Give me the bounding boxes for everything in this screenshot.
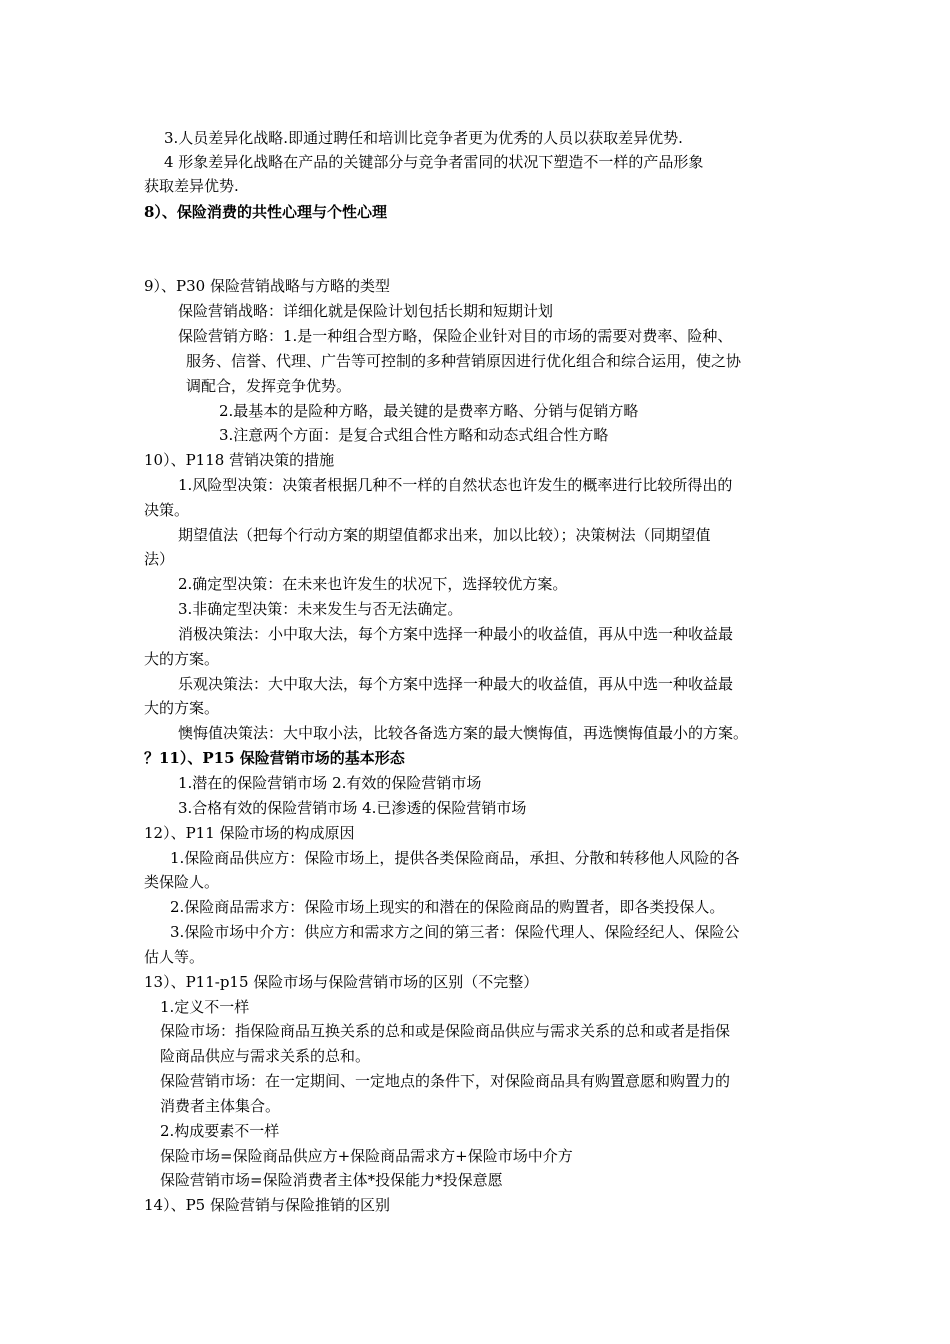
text-line: 调配合，发挥竞争优势。 <box>186 377 352 395</box>
text-line: 消费者主体集合。 <box>160 1097 281 1115</box>
text-line: 期望值法（把每个行动方案的期望值都求出来，加以比较）；决策树法（同期望值 <box>178 526 711 544</box>
text-line: 保险市场：指保险商品互换关系的总和或是保险商品供应与需求关系的总和或者是指保 <box>160 1022 731 1040</box>
text-line: 保险营销市场：在一定期间、一定地点的条件下，对保险商品具有购置意愿和购置力的 <box>160 1072 731 1090</box>
text-line: 保险营销市场=保险消费者主体*投保能力*投保意愿 <box>160 1171 503 1189</box>
text-line: 2.确定型决策：在未来也许发生的状况下，选择较优方案。 <box>178 575 568 593</box>
text-line: 法） <box>144 550 175 568</box>
text-line: 消极决策法：小中取大法，每个方案中选择一种最小的收益值，再从中选一种收益最 <box>178 625 734 643</box>
text-line: 2.构成要素不一样 <box>160 1122 280 1140</box>
text-line: 大的方案。 <box>144 699 220 717</box>
text-line: 保险营销战略：详细化就是保险计划包括长期和短期计划 <box>178 302 554 320</box>
section-heading: 9）、P30 保险营销战略与方略的类型 <box>144 277 390 295</box>
text-line: 险商品供应与需求关系的总和。 <box>160 1047 371 1065</box>
text-line: 决策。 <box>144 501 190 519</box>
text-line: 4 形象差异化战略在产品的关键部分与竞争者雷同的状况下塑造不一样的产品形象 <box>164 153 704 171</box>
text-line: 服务、信誉、代理、广告等可控制的多种营销原因进行优化组合和综合运用，使之协 <box>186 352 742 370</box>
text-line: 3.合格有效的保险营销市场 4.已渗透的保险营销市场 <box>178 799 527 817</box>
section-heading: 12）、P11 保险市场的构成原因 <box>144 824 355 842</box>
section-heading: 13）、P11-p15 保险市场与保险营销市场的区别（不完整） <box>144 973 539 991</box>
text-line: 估人等。 <box>144 948 205 966</box>
text-line: 乐观决策法：大中取大法，每个方案中选择一种最大的收益值，再从中选一种收益最 <box>178 675 734 693</box>
text-line: 保险市场=保险商品供应方+保险商品需求方+保险市场中介方 <box>160 1147 573 1165</box>
text-line: 3.注意两个方面：是复合式组合性方略和动态式组合性方略 <box>219 426 609 444</box>
text-line: 1.潜在的保险营销市场 2.有效的保险营销市场 <box>178 774 482 792</box>
text-line: 保险营销方略：1.是一种组合型方略，保险企业针对目的市场的需要对费率、险种、 <box>178 327 733 345</box>
text-line: 2.保险商品需求方：保险市场上现实的和潜在的保险商品的购置者，即各类投保人。 <box>170 898 725 916</box>
text-line: 1.保险商品供应方：保险市场上，提供各类保险商品，承担、分散和转移他人风险的各 <box>170 849 740 867</box>
section-heading: 8）、保险消费的共性心理与个性心理 <box>144 203 387 221</box>
text-line: 懊悔值决策法：大中取小法，比较各备选方案的最大懊悔值，再选懊悔值最小的方案。 <box>178 724 749 742</box>
text-line: 3.保险市场中介方：供应方和需求方之间的第三者：保险代理人、保险经纪人、保险公 <box>170 923 740 941</box>
text-line: 类保险人。 <box>144 873 220 891</box>
text-line: 3.非确定型决策：未来发生与否无法确定。 <box>178 600 463 618</box>
text-line: 2.最基本的是险种方略，最关键的是费率方略、分销与促销方略 <box>219 402 639 420</box>
text-line: 获取差异优势. <box>144 177 239 195</box>
section-heading: ？11）、P15 保险营销市场的基本形态 <box>144 749 405 767</box>
section-heading: 10）、P118 营销决策的措施 <box>144 451 335 469</box>
text-line: 3.人员差异化战略.即通过聘任和培训比竞争者更为优秀的人员以获取差异优势. <box>164 129 683 147</box>
text-line: 1.定义不一样 <box>160 998 250 1016</box>
section-heading: 14）、P5 保险营销与保险推销的区别 <box>144 1196 390 1214</box>
text-line: 大的方案。 <box>144 650 220 668</box>
text-line: 1.风险型决策：决策者根据几种不一样的自然状态也许发生的概率进行比较所得出的 <box>178 476 733 494</box>
